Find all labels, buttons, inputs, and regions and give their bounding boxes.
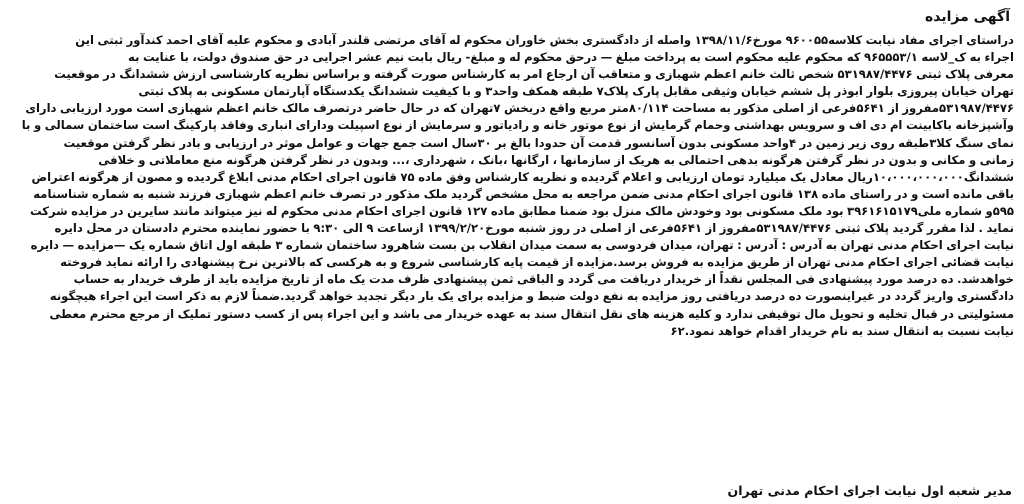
body-line: ششدانگ۱۰،۰۰۰،۰۰۰،۰۰۰ریال معادل یک میلیارد تومان ارزیابی و اعلام گردیده و نظریه کارشناس وفق ماده ۷۵ قانون اجرای احکام مدنی ابلاغ گردیده و مصون از هرگونه اعتراض <box>31 169 1014 184</box>
notice-body <box>10 32 1014 340</box>
body-line: باقی مانده است و در راستای ماده ۱۳۸ قانون اجرای احکام مدنی ضمن مراجعه به محل مشخص گردید ملک مذکور در تصرف خانم اعظم شهبازی فرزند شنبه به شماره شناسنامه <box>33 186 1014 201</box>
body-line: مسئولیتی در قبال تخلیه و تحویل مال توقیفی ندارد و کلیه هزینه های نقل انتقال سند به عهده خریدار می باشد و این اجراء پس از کسب دستور تملیک از مرجع محترم معطی <box>49 306 1014 321</box>
body-line: وآشپزخانه باکابینت ام دی اف و سرویس بهداشتی وحمام گرمایش از نوع موتور خانه و رادیاتور و سرمایش از نوع اسپیلت ودارای انباری وفاقد پارکینگ است ساختمان سمالی و با <box>21 118 1014 133</box>
body-line: نمای سنگ کلا۳طبقه روی زیر زمین در ۴واحد مسکونی بدون آسانسور قدمت آن حدودا بالغ بر ۳۰سال است جمع جهات و عوامل موثر در ارزیابی و بادر نظر گرفتن موقعیت <box>63 135 1014 150</box>
body-line: نیابت قضائی اجرای احکام مدنی تهران از طریق مزایده به فروش برسد.مزایده از قیمت پایه کارشناسی شروع و به هرکسی که بالاترین نرخ پیشنهادی را ارائه نماید فروخته <box>60 255 1014 270</box>
body-line: اجراء به ک_لاسه ۹۶۵۵۵۳/۱ که محکوم علیه محکوم است به پرداخت مبلغ — درحق محکوم له و مبلغ- ریال بابت نیم عشر اجرایی در حق صندوق دولت، با عنایت به <box>128 50 1014 65</box>
body-line: زمانی و مکانی و بدون در نظر گرفتن هرگونه بدهی احتمالی به هریک از سازمانها ، ارگانها ،بانک ، شهرداری ،... وبدون در نظر گرفتن هرگونه منع معاملاتی و خلافی <box>98 152 1014 167</box>
body-line: نیابت نسبت به انتقال سند به نام خریدار اقدام خواهد نمود.۶۲ <box>670 323 1014 338</box>
body-line: تهران خیابان پیروزی بلوار ابوذر پل ششم خیابان وثیقی مقابل پارک پلاک۷ طبقه همکف واحد۳ و با کیفیت ششدانگ یکدستگاه آپارتمان مسکونی به پلاک ثبتی <box>138 84 1014 99</box>
body-line: ۵۳۱۹۸۷/۴۴۷۶مفروز از ۵۶۴۱فرعی از اصلی مذکور به مساحت ۸۰/۱۱۴متر مربع واقع دربخش ۷تهران که در حال حاضر درتصرف مالک خانم اعظم شهبازی است مورد ارزیابی دارای <box>25 101 1014 116</box>
body-line: دادگستری واریز گردد در غیراینصورت ده درصد دریافتی روز مزایده به نفع دولت ضبط و مزایده برای یک بار دیگر تجدید خواهد گردید.ضمناً لازم به ذکر است این اجراء هیچگونه <box>49 289 1014 304</box>
body-line: نماید . لذا مقرر گردید پلاک ثبتی ۵۳۱۹۸۷/۴۴۷۶مفروز از ۵۶۴۱فرعی از اصلی در روز شنبه مورخ۱۳۹۹/۲/۲۰ ازساعت ۹ الی ۹:۳۰ با حضور نماینده محترم دادستان در محل دایره <box>54 221 1014 236</box>
body-line: معرفی پلاک ثبتی ۵۳۱۹۸۷/۴۴۷۶ شخص ثالث خانم اعظم شهبازی و متعاقب آن ارجاع امر به کارشناس صورت گرفته و براساس نظریه کارشناسی ارزش ششدانگ در موقعیت <box>54 67 1014 82</box>
body-line: خواهدشد. ده درصد مورد پیشنهادی فی المجلس نقداً از خریدار دریافت می گردد و الباقی ثمن پیشنهادی ظرف مدت یک ماه از تاریخ مزایده باید از طرف خریدار به حساب <box>73 272 1014 287</box>
body-line: ۵۹۵و شماره ملی۳۹۶۱۶۱۵۱۷۹ بود ملک مسکونی بود وخودش مالک منزل بود ضمنا مطابق ماده ۱۲۷ قانون اجرای احکام مدنی محکوم له نیز میتواند مانند سایرین در مزایده شرکت <box>29 203 1014 218</box>
body-line: نیابت اجرای احکام مدنی تهران به آدرس : آدرس : تهران، میدان فردوسی به سمت میدان انقلاب بن بست شاهرود ساختمان شماره ۳ طبقه اول اتاق شماره یک —مزایده — دایره <box>30 238 1014 253</box>
body-line: دراستای اجرای مفاد نیابت کلاسه۹۶۰۰۵۵ مورخ۱۳۹۸/۱۱/۶ واصله از دادگستری بخش خاوران محکوم له آقای مرتضی قلندر آبادی و محکوم علیه آقای احمد کندآور ثبتی این <box>75 33 1014 47</box>
notice-title: آگهی مزایده <box>924 9 1010 25</box>
signature-line: مدیر شعبه اول نیابت اجرای احکام مدنی تهران <box>727 483 1012 498</box>
